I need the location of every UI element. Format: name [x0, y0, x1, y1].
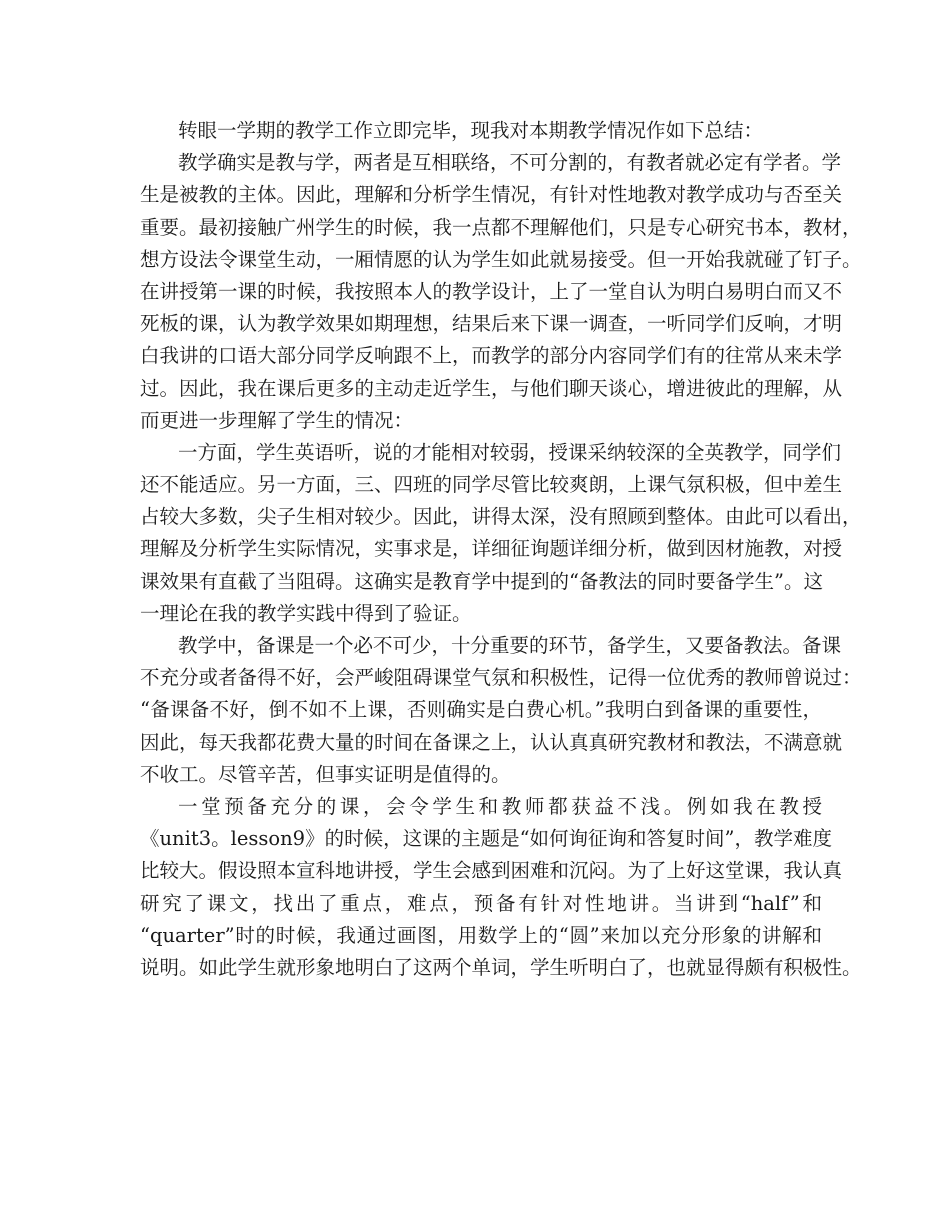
text-line: 转眼一学期的教学工作立即完毕，现我对本期教学情况作如下总结：	[178, 119, 764, 142]
text-line: 比较大。假设照本宣科地讲授，学生会感到困难和沉闷。为了上好这堂课，我认真	[140, 859, 843, 883]
text-line: 白我讲的口语大部分同学反响跟不上，而教学的部分内容同学们有的往常从来未学	[140, 344, 843, 368]
text-line: 重要。最初接触广州学生的时候，我一点都不理解他们，只是专心研究书本，教材，	[140, 215, 862, 239]
text-line: 课效果有直截了当阻碍。这确实是教育学中提到的“备教法的同时要备学生”。这	[140, 569, 823, 593]
text-line: 占较大多数，尖子生相对较少。因此，讲得太深，没有照顾到整体。由此可以看出，	[140, 505, 862, 529]
document-page	[140, 115, 862, 984]
text-line: 一理论在我的教学实践中得到了验证。	[140, 601, 472, 625]
paragraph-lesson-example	[140, 791, 862, 984]
text-line: 生是被教的主体。因此，理解和分析学生情况，有针对性地教对教学成功与否至关	[140, 183, 843, 207]
text-line: 说明。如此学生就形象地明白了这两个单词，学生听明白了，也就显得颇有积极性。	[140, 955, 862, 979]
text-line: 还不能适应。另一方面，三、四班的同学尽管比较爽朗，上课气氛积极，但中差生	[140, 473, 843, 497]
text-line: 一堂预备充分的课，会令学生和教师都获益不浅。例如我在教授	[178, 794, 822, 818]
text-line: 不收工。尽管辛苦，但事实证明是值得的。	[140, 762, 511, 786]
text-line: 在讲授第一课的时候，我按照本人的教学设计，上了一堂自认为明白易明白而又不	[140, 279, 843, 303]
paragraph-lesson-preparation	[140, 630, 862, 791]
text-line: 想方设法令课堂生动，一厢情愿的认为学生如此就易接受。但一开始我就碰了钉子。	[140, 247, 862, 271]
paragraph-teaching-and-learning	[140, 147, 862, 437]
text-line: 而更进一步理解了学生的情况：	[140, 408, 414, 432]
text-line: 《unit3。lesson9》的时候，这课的主题是“如何询征询和答复时间”，教学难度	[140, 827, 833, 851]
text-line: 教学确实是教与学，两者是互相联络，不可分割的，有教者就必定有学者。学	[178, 151, 842, 175]
paragraph-intro	[140, 115, 822, 147]
text-line: “备课备不好，倒不如不上课，否则确实是白费心机。”我明白到备课的重要性，	[140, 698, 822, 722]
text-line: “quarter”时的时候，我通过画图，用数学上的“圆”来加以充分形象的讲解和	[140, 923, 822, 947]
text-line: 不充分或者备得不好，会严峻阻碍课堂气氛和积极性，记得一位优秀的教师曾说过：	[140, 666, 862, 690]
text-line: 过。因此，我在课后更多的主动走近学生，与他们聊天谈心，增进彼此的理解，从	[140, 376, 843, 400]
text-line: 死板的课，认为教学效果如期理想，结果后来下课一调查，一听同学们反响，才明	[140, 312, 843, 336]
text-line: 研究了课文，找出了重点，难点，预备有针对性地讲。当讲到“half”和	[140, 891, 822, 915]
text-line: 教学中，备课是一个必不可少，十分重要的环节，备学生，又要备教法。备课	[178, 634, 842, 657]
text-line: 理解及分析学生实际情况，实事求是，详细征询题详细分析，做到因材施教，对授	[140, 537, 843, 561]
text-line: 因此，每天我都花费大量的时间在备课之上，认认真真研究教材和教法，不满意就	[140, 730, 843, 754]
paragraph-student-situation	[140, 437, 862, 630]
text-line: 一方面，学生英语听，说的才能相对较弱，授课采纳较深的全英教学，同学们	[178, 440, 842, 464]
